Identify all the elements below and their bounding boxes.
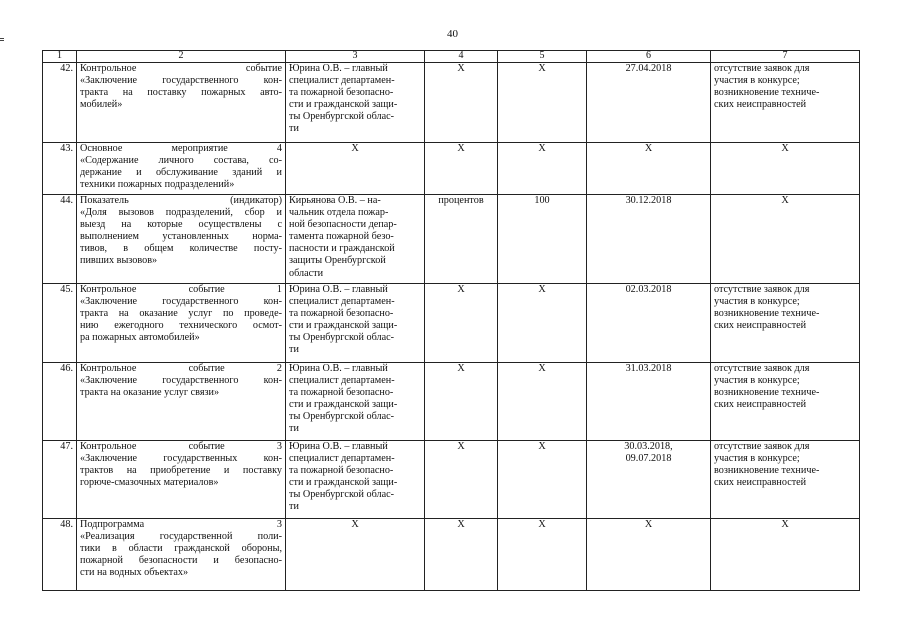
cell-text-line: возникновение техниче-: [714, 387, 820, 399]
cell-text-line: мобилей»: [80, 99, 123, 111]
event-name-cell: [77, 143, 286, 195]
table-body: [43, 51, 860, 591]
date-cell: [587, 284, 711, 363]
cell-text-line: ти: [289, 123, 299, 135]
column-number: 1: [43, 51, 77, 63]
cell-text-line: «Содержание личного состава, со-: [80, 155, 282, 167]
date-cell: [587, 143, 711, 195]
cell-text-line: «Заключение государственного кон-: [80, 75, 282, 87]
cell-text-line: защиты Оренбургской: [289, 255, 386, 267]
unit-cell: Х: [425, 363, 498, 441]
column-number: 6: [587, 51, 711, 63]
value-cell: Х: [498, 143, 587, 195]
table-row: [43, 195, 860, 284]
cell-text-line: возникновение техниче-: [714, 308, 820, 320]
cell-text-line: «Реализация государственной поли-: [80, 531, 282, 543]
responsible-cell: [286, 63, 425, 143]
cell-text-line: тамента пожарной безо-: [289, 231, 394, 243]
table-row: [43, 363, 860, 441]
cell-text-line: отсутствие заявок для: [714, 284, 810, 295]
cell-text-line: ра пожарных автомобилей»: [80, 332, 200, 344]
cell-text-line: 02.03.2018: [625, 284, 672, 295]
cell-text-line: ной безопасности депар-: [289, 219, 397, 231]
cell-text-line: ты Оренбургской облас-: [289, 489, 395, 501]
cell-text-line: возникновение техниче-: [714, 87, 820, 99]
responsible-cell: [286, 441, 425, 519]
column-number: 5: [498, 51, 587, 63]
cell-text-line: Х: [781, 519, 789, 530]
responsible-cell: [286, 519, 425, 591]
unit-cell: Х: [425, 441, 498, 519]
cell-text-line: Показатель (индикатор): [80, 195, 282, 206]
cell-text-line: та пожарной безопасно-: [289, 387, 394, 399]
date-cell: [587, 63, 711, 143]
cell-text-line: выезд на которые осуществлены с: [80, 219, 282, 231]
cell-text-line: «Доля вызовов подразделений, сбор и: [80, 207, 282, 219]
value-cell: Х: [498, 284, 587, 363]
events-table: [42, 50, 860, 591]
column-number: 2: [77, 51, 286, 63]
date-cell: [587, 519, 711, 591]
event-name-cell: [77, 519, 286, 591]
cell-text-line: Х: [781, 195, 789, 206]
column-number: 4: [425, 51, 498, 63]
cell-text-line: отсутствие заявок для: [714, 441, 810, 452]
scan-edge-mark: [0, 40, 4, 41]
cell-text-line: участия в конкурсе;: [714, 296, 800, 308]
cell-text-line: Х: [644, 519, 653, 530]
row-number-cell: 44.: [43, 195, 77, 284]
event-name-cell: [77, 441, 286, 519]
cell-text-line: техники пожарных подразделений»: [80, 179, 235, 191]
cell-text-line: сти и гражданской защи-: [289, 320, 398, 332]
cell-text-line: тики в области гражданской обороны,: [80, 543, 282, 555]
cell-text-line: 30.12.2018: [625, 195, 672, 206]
table-row: [43, 519, 860, 591]
cell-text-line: Х: [351, 519, 359, 530]
unit-cell: Х: [425, 519, 498, 591]
cell-text-line: сти и гражданской защи-: [289, 399, 398, 411]
row-number-cell: 45.: [43, 284, 77, 363]
event-name-cell: [77, 195, 286, 284]
column-number: 3: [286, 51, 425, 63]
cell-text-line: Основное мероприятие 4: [80, 143, 282, 154]
risk-cell: [711, 63, 860, 143]
responsible-cell: [286, 195, 425, 284]
risk-cell: [711, 363, 860, 441]
responsible-cell: [286, 284, 425, 363]
cell-text-line: Кирьянова О.В. – на-: [289, 195, 381, 206]
table-row: [43, 441, 860, 519]
cell-text-line: тракта на оказание услуг связи»: [80, 387, 220, 399]
risk-cell: [711, 284, 860, 363]
row-number-cell: 43.: [43, 143, 77, 195]
event-name-cell: [77, 284, 286, 363]
cell-text-line: пивших вызовов»: [80, 255, 158, 267]
row-number-cell: 48.: [43, 519, 77, 591]
cell-text-line: тивов, в общем количестве посту-: [80, 243, 282, 255]
cell-text-line: Х: [781, 143, 789, 154]
cell-text-line: ских неисправностей: [714, 320, 807, 332]
cell-text-line: сти и гражданской защи-: [289, 477, 398, 489]
row-number-cell: 42.: [43, 63, 77, 143]
risk-cell: [711, 195, 860, 284]
cell-text-line: Юрина О.В. – главный: [289, 363, 388, 374]
cell-text-line: пасности и гражданской: [289, 243, 395, 255]
unit-cell: Х: [425, 63, 498, 143]
cell-text-line: сти и гражданской защи-: [289, 99, 398, 111]
event-name-cell: [77, 63, 286, 143]
cell-text-line: Юрина О.В. – главный: [289, 441, 388, 452]
cell-text-line: сти на водных объектах»: [80, 567, 189, 579]
value-cell: Х: [498, 63, 587, 143]
unit-cell: процентов: [425, 195, 498, 284]
cell-text-line: ских неисправностей: [714, 399, 807, 411]
cell-text-line: Подпрограмма 3: [80, 519, 282, 530]
value-cell: Х: [498, 519, 587, 591]
risk-cell: [711, 143, 860, 195]
date-cell: [587, 363, 711, 441]
cell-text-line: специалист департамен-: [289, 453, 395, 465]
cell-text-line: области: [289, 267, 324, 279]
cell-text-line: 09.07.2018: [625, 453, 672, 465]
cell-text-line: отсутствие заявок для: [714, 63, 810, 74]
cell-text-line: 30.03.2018,: [624, 441, 673, 452]
cell-text-line: Юрина О.В. – главный: [289, 284, 388, 295]
cell-text-line: та пожарной безопасно-: [289, 87, 394, 99]
table-row: [43, 63, 860, 143]
page-number: 40: [447, 28, 458, 40]
cell-text-line: специалист департамен-: [289, 296, 395, 308]
cell-text-line: участия в конкурсе;: [714, 75, 800, 87]
cell-text-line: ских неисправностей: [714, 99, 807, 111]
cell-text-line: пожарной безопасности и безопасно-: [80, 555, 282, 567]
cell-text-line: ти: [289, 501, 299, 513]
cell-text-line: Х: [644, 143, 653, 154]
date-cell: [587, 195, 711, 284]
cell-text-line: ти: [289, 423, 299, 435]
cell-text-line: та пожарной безопасно-: [289, 465, 394, 477]
row-number-cell: 46.: [43, 363, 77, 441]
cell-text-line: ских неисправностей: [714, 477, 807, 489]
date-cell: [587, 441, 711, 519]
cell-text-line: «Заключение государственного кон-: [80, 375, 282, 387]
value-cell: Х: [498, 441, 587, 519]
cell-text-line: ты Оренбургской облас-: [289, 111, 395, 123]
risk-cell: [711, 519, 860, 591]
table-row: [43, 143, 860, 195]
cell-text-line: 31.03.2018: [625, 363, 672, 374]
cell-text-line: отсутствие заявок для: [714, 363, 810, 374]
cell-text-line: Контрольное событие 2: [80, 363, 282, 374]
cell-text-line: участия в конкурсе;: [714, 375, 800, 387]
cell-text-line: та пожарной безопасно-: [289, 308, 394, 320]
scan-edge-mark: [0, 38, 4, 39]
column-number: 7: [711, 51, 860, 63]
cell-text-line: Контрольное событие 1: [80, 284, 282, 295]
cell-text-line: Юрина О.В. – главный: [289, 63, 388, 74]
column-number-row: [43, 51, 860, 63]
value-cell: Х: [498, 363, 587, 441]
value-cell: 100: [498, 195, 587, 284]
cell-text-line: «Заключение государственных кон-: [80, 453, 282, 465]
cell-text-line: ты Оренбургской облас-: [289, 332, 395, 344]
cell-text-line: горюче-смазочных материалов»: [80, 477, 219, 489]
cell-text-line: чальник отдела пожар-: [289, 207, 389, 219]
row-number-cell: 47.: [43, 441, 77, 519]
risk-cell: [711, 441, 860, 519]
responsible-cell: [286, 143, 425, 195]
unit-cell: Х: [425, 143, 498, 195]
cell-text-line: тракта на оказание услуг по проведе-: [80, 308, 282, 320]
cell-text-line: ти: [289, 344, 299, 356]
cell-text-line: тракта на поставку пожарных авто-: [80, 87, 282, 99]
cell-text-line: нию ежегодного технического осмот-: [80, 320, 282, 332]
cell-text-line: участия в конкурсе;: [714, 453, 800, 465]
cell-text-line: Х: [351, 143, 359, 154]
responsible-cell: [286, 363, 425, 441]
cell-text-line: «Заключение государственного кон-: [80, 296, 282, 308]
cell-text-line: ты Оренбургской облас-: [289, 411, 395, 423]
event-name-cell: [77, 363, 286, 441]
cell-text-line: выполнением установленных норма-: [80, 231, 282, 243]
unit-cell: Х: [425, 284, 498, 363]
cell-text-line: Контрольное событие 3: [80, 441, 282, 452]
cell-text-line: держание и обслуживание зданий и: [80, 167, 282, 179]
table-row: [43, 284, 860, 363]
cell-text-line: 27.04.2018: [625, 63, 672, 74]
cell-text-line: трактов на приобретение и поставку: [80, 465, 282, 477]
cell-text-line: специалист департамен-: [289, 375, 395, 387]
cell-text-line: специалист департамен-: [289, 75, 395, 87]
cell-text-line: возникновение техниче-: [714, 465, 820, 477]
cell-text-line: Контрольное событие: [80, 63, 282, 74]
